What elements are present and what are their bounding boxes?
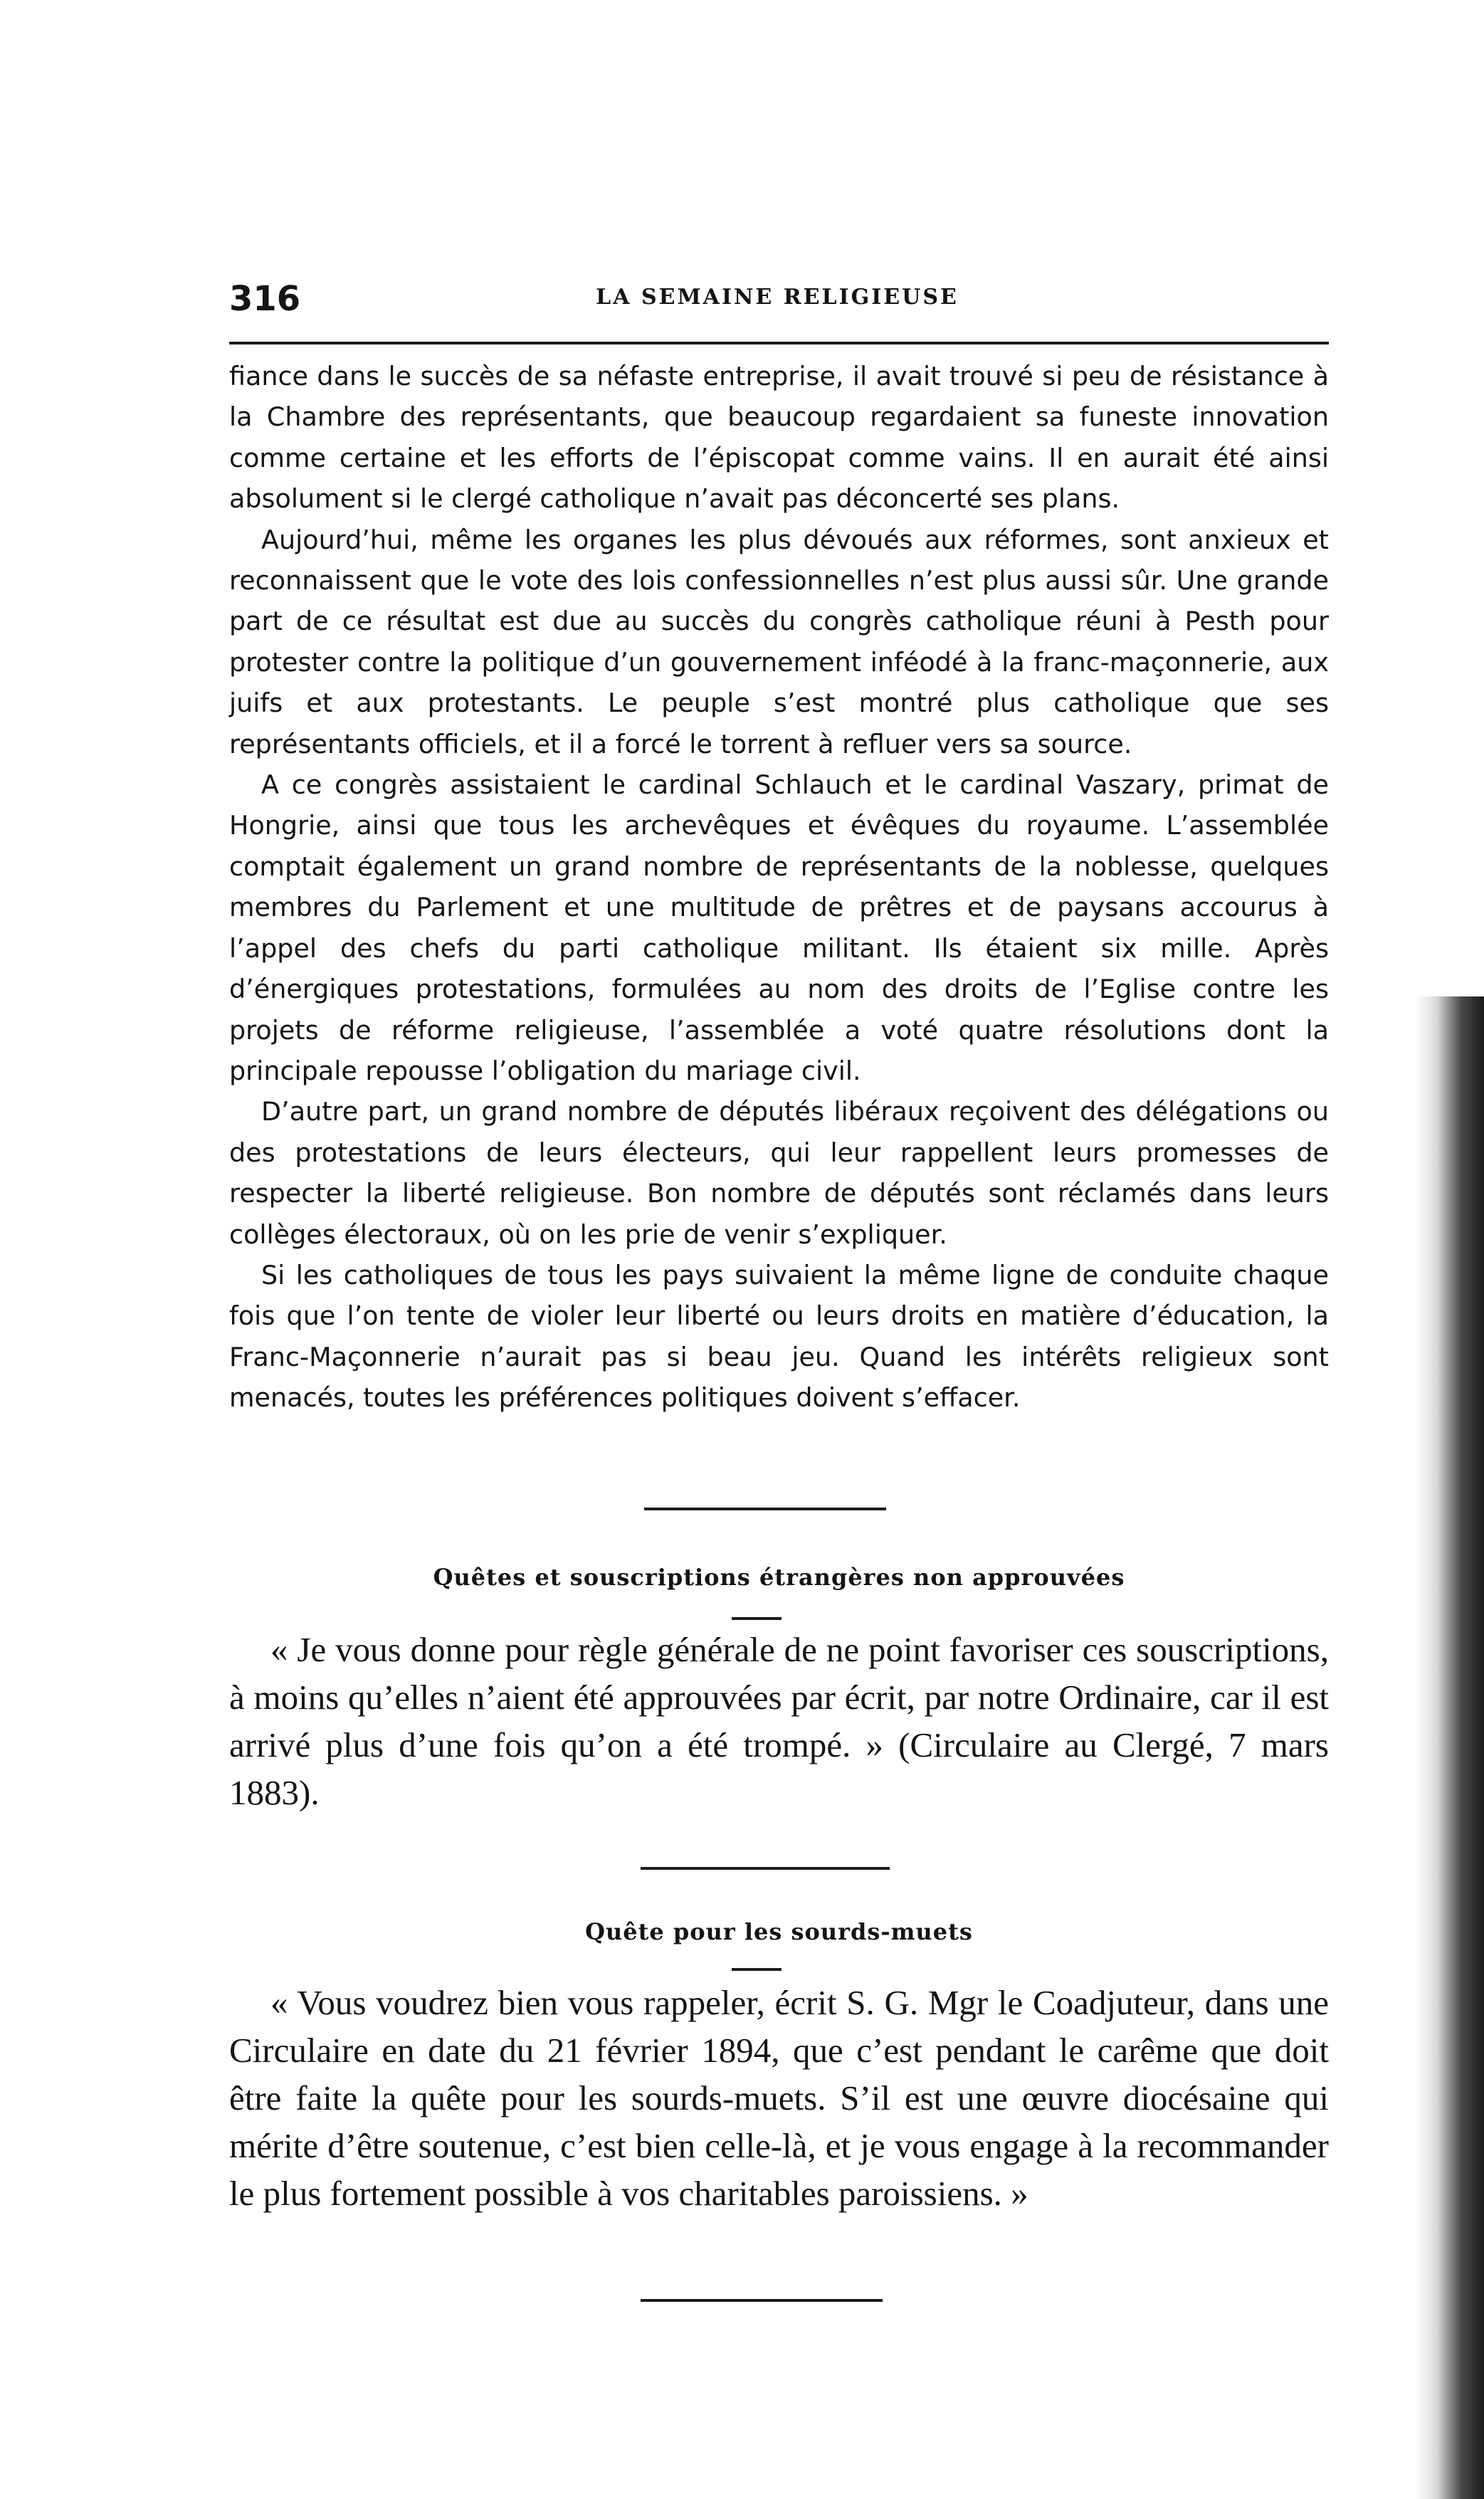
- section-divider: [644, 1508, 886, 1510]
- binding-shadow: [1416, 996, 1484, 2499]
- body-text: [229, 356, 1329, 1419]
- section-heading-quetes-etrangeres: Quêtes et souscriptions étrangères non approuvées: [433, 1564, 1125, 1591]
- body-paragraph: A ce congrès assistaient le cardinal Schlauch et le cardinal Vaszary, primat de Hongrie, ainsi que tous les archevêques et évêques du royaume. L’assemblée comptait également un grand nombre de représentants de la noblesse, quelques membres du Parlement et une multitude de prêtres et de paysans accourus à l’appel des chefs du parti catholique militant. Ils étaient six mille. Après d’énergiques protestations, formulées au nom des droits de l’Eglise contre les projets de réforme religieuse, l’assemblée a voté quatre résolutions dont la principale repousse l’obligation du mariage civil.: [229, 769, 1329, 1086]
- section-heading-sourds-muets: Quête pour les sourds-muets: [585, 1918, 973, 1945]
- heading-underline: [732, 1968, 782, 1971]
- header-rule: [229, 342, 1329, 344]
- body-paragraph: fiance dans le succès de sa néfaste entreprise, il avait trouvé si peu de résistance à la Chambre des représentants, que beaucoup regardaient sa funeste innovation comme certaine et les efforts de l’épiscopat comme vains. Il en aurait été ainsi absolument si le clergé catholique n’avait pas déconcerté ses plans.: [229, 361, 1329, 515]
- heading-underline: [732, 1617, 782, 1620]
- closing-divider: [641, 2299, 883, 2302]
- body-paragraph: Si les catholiques de tous les pays suivaient la même ligne de conduite chaque fois que l’on tente de violer leur liberté ou leurs droits en matière d’éducation, la Franc-Maçonnerie n’aurait pas si beau jeu. Quand les intérêts religieux sont menacés, toutes les préférences politiques doivent s’effacer.: [229, 1259, 1329, 1414]
- body-paragraph: D’autre part, un grand nombre de députés libéraux reçoivent des délégations ou des protestations de leurs électeurs, qui leur rappellent leurs promesses de respecter la liberté religieuse. Bon nombre de députés sont réclamés dans leurs collèges électoraux, où on les prie de venir s’expliquer.: [229, 1096, 1329, 1250]
- section-text-sourds-muets: [229, 1979, 1329, 2217]
- section-text-quetes-etrangeres: [229, 1626, 1329, 1816]
- running-header: [229, 276, 1329, 326]
- page-number: 316: [229, 279, 301, 319]
- quote-paragraph: « Je vous donne pour règle générale de ne point favoriser ces souscriptions, à moins qu’elles n’aient été approuvées par écrit, par notre Ordinaire, car il est arrivé plus d’une fois qu’on a été trompé. » (Circulaire au Clergé, 7 mars 1883).: [229, 1630, 1329, 1812]
- body-paragraph: Aujourd’hui, même les organes les plus dévoués aux réformes, sont anxieux et reconnaissent que le vote des lois confessionnelles n’est plus aussi sûr. Une grande part de ce résultat est due au succès du congrès catholique réuni à Pesth pour protester contre la politique d’un gouvernement inféodé à la franc-maçonnerie, aux juifs et aux protestants. Le peuple s’est montré plus catholique que ses représentants officiels, et il a forcé le torrent à refluer vers sa source.: [229, 524, 1329, 759]
- section-divider: [641, 1867, 890, 1870]
- running-title: LA SEMAINE RELIGIEUSE: [596, 285, 959, 310]
- quote-paragraph: « Vous voudrez bien vous rappeler, écrit S. G. Mgr le Coadjuteur, dans une Circulaire en date du 21 février 1894, que c’est pendant le carême que doit être faite la quête pour les sourds-muets. S’il est une œuvre diocésaine qui mérite d’être soutenue, c’est bien celle-là, et je vous engage à la recommander le plus fortement possible à vos charitables paroissiens. »: [229, 1983, 1329, 2213]
